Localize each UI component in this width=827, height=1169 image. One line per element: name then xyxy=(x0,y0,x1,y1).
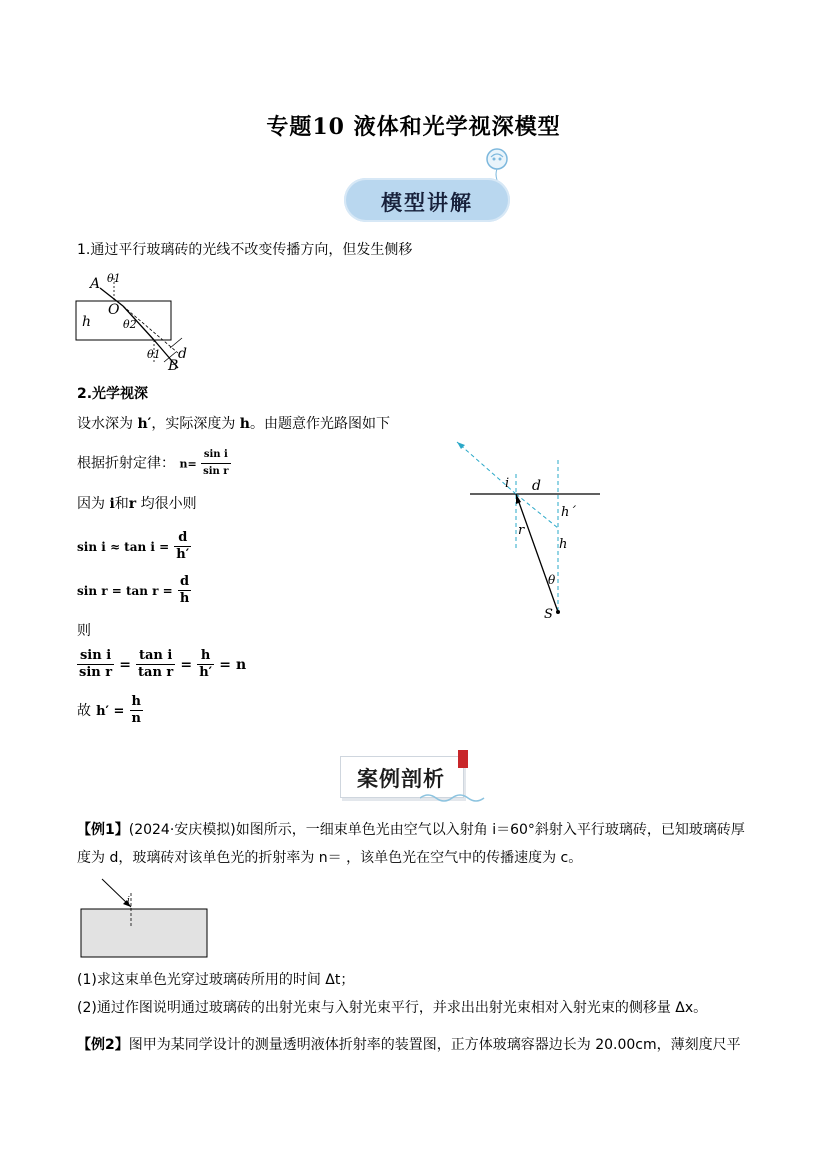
example-2-tag: 【例2】 xyxy=(77,1037,129,1053)
eq3-equals-3: = xyxy=(219,657,231,673)
page-title: 专题10 液体和光学视深模型 xyxy=(266,114,561,140)
fig1-label-b: B xyxy=(168,358,179,374)
equation-ratio xyxy=(77,648,246,681)
small-angle-suffix: 均很小则 xyxy=(140,496,197,512)
fig3-label-i: i xyxy=(127,896,130,906)
eq3-f2-num: tan i xyxy=(136,648,175,665)
question-1: (1)求这束单色光穿过玻璃砖所用的时间 Δt； xyxy=(77,972,355,988)
setup-suffix: 。由题意作光路图如下 xyxy=(249,416,390,432)
example-2-text-1: 图甲为某同学设计的测量透明液体折射率的装置图，正方体玻璃容器边长为 20.00cm，薄刻度尺平 xyxy=(128,1037,741,1053)
fig2-label-s: S xyxy=(544,607,553,618)
balloon-icon xyxy=(484,147,510,181)
eq3-frac1 xyxy=(77,648,114,681)
small-angle-prefix: 因为 xyxy=(77,496,105,512)
refraction-law-line xyxy=(77,447,231,481)
conclusion-line xyxy=(77,694,143,727)
conclusion-num: h xyxy=(131,694,141,709)
eq-n-num: sin i xyxy=(201,447,230,464)
figure-apparent-depth xyxy=(448,432,608,618)
eq-n-fraction xyxy=(201,447,230,480)
eq2-fraction xyxy=(178,574,191,607)
eq1-den: h′ xyxy=(176,547,190,562)
fig1-label-a: A xyxy=(90,276,101,292)
example-2-line-1 xyxy=(77,1035,741,1055)
example-1-line-2: 度为 d，玻璃砖对该单色光的折射率为 n＝ ，该单色光在空气中的传播速度为 c。 xyxy=(77,850,583,866)
setup-mid: ，实际深度为 xyxy=(151,416,236,432)
eq1-fraction xyxy=(174,530,191,563)
refraction-law-label: 根据折射定律： xyxy=(77,455,175,472)
section-badge-model xyxy=(344,178,510,222)
eq3-rhs: n xyxy=(236,657,247,673)
eq-n-den: sin r xyxy=(203,466,229,477)
small-angle-i: i xyxy=(109,496,115,512)
setup-h: h xyxy=(239,416,250,432)
wave-decoration xyxy=(420,792,486,802)
example-1-line-1 xyxy=(77,820,745,840)
eq1-num: d xyxy=(174,530,191,547)
eq3-f3-num: h xyxy=(197,648,214,665)
eq2-left: sin r = tan r = xyxy=(77,584,173,598)
setup-prefix: 设水深为 xyxy=(77,416,133,432)
then-label: 则 xyxy=(77,623,91,639)
conclusion-fraction xyxy=(130,694,143,727)
conclusion-lhs: h′ = xyxy=(96,704,125,719)
point-1-text: 1.通过平行玻璃砖的光线不改变传播方向，但发生侧移 xyxy=(77,242,413,258)
conclusion-prefix: 故 xyxy=(77,703,91,719)
small-angle-r: r xyxy=(128,496,137,512)
conclusion-den: n xyxy=(131,711,141,726)
red-flag-decoration xyxy=(458,750,468,768)
fig1-label-theta1: θ1 xyxy=(107,272,121,285)
eq3-f1-num: sin i xyxy=(77,648,114,665)
example-1-text-1: (2024·安庆模拟)如图所示，一细束单色光由空气以入射角 i＝60°斜射入平行玻璃砖，已知玻璃砖厚 xyxy=(128,822,745,838)
section-badge-cases-label: 案例剖析 xyxy=(357,767,445,791)
eq2-den: h xyxy=(179,591,190,606)
fig1-label-theta1b: θ1 xyxy=(147,348,161,361)
eq3-f2-den: tan r xyxy=(138,665,174,680)
eq2-num: d xyxy=(178,574,191,591)
fig2-label-r: r xyxy=(518,523,525,538)
eq3-f3-den: h′ xyxy=(199,665,213,680)
eq3-f1-den: sin r xyxy=(79,665,113,680)
question-2: (2)通过作图说明通过玻璃砖的出射光束与入射光束平行，并求出出射光束相对入射光束的侧移量 Δx。 xyxy=(77,1000,708,1016)
fig2-label-i: i xyxy=(505,476,510,491)
setup-line xyxy=(77,414,390,434)
point-2-heading: 2.光学视深 xyxy=(77,386,149,402)
equation-sin-r xyxy=(77,574,191,607)
eq3-frac3 xyxy=(197,648,214,681)
fig2-label-hprime: h´ xyxy=(561,505,576,520)
section-badge-label: 模型讲解 xyxy=(381,191,473,215)
eq3-equals-2: = xyxy=(180,657,193,673)
fig2-label-h: h xyxy=(559,537,568,552)
setup-hprime: h′ xyxy=(137,416,152,432)
eq1-left: sin i ≈ tan i = xyxy=(77,540,170,554)
fig1-label-o: O xyxy=(108,302,120,318)
fig1-label-theta2: θ2 xyxy=(123,318,137,331)
figure-example-1-slab xyxy=(78,876,210,962)
fig2-label-theta: θ xyxy=(548,573,556,587)
small-angle-line xyxy=(77,494,197,514)
eq3-frac2 xyxy=(136,648,175,681)
figure-glass-slab xyxy=(74,268,198,374)
small-angle-and: 和 xyxy=(114,496,129,512)
fig1-label-d: d xyxy=(178,346,187,362)
equation-sin-i xyxy=(77,530,191,563)
fig2-label-d: d xyxy=(532,478,541,494)
eq3-equals-1: = xyxy=(119,657,131,673)
example-1-tag: 【例1】 xyxy=(77,822,129,838)
fig1-label-h: h xyxy=(82,314,92,330)
eq-n-left: n= xyxy=(179,457,197,471)
